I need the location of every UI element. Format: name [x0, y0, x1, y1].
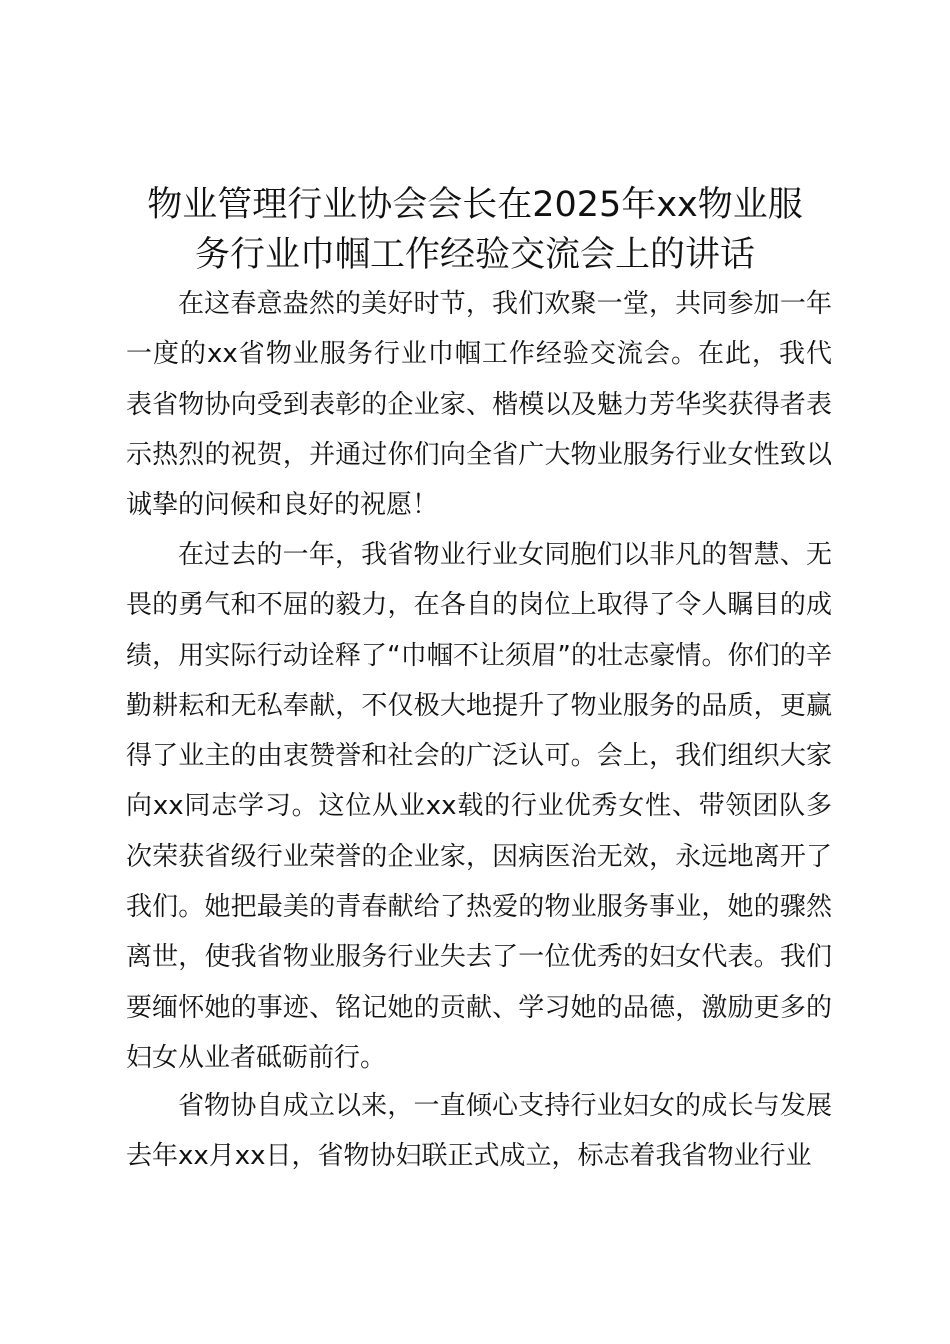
paragraph-review: 在过去的一年，我省物业行业女同胞们以非凡的智慧、无畏的勇气和不屈的毅力，在各自的岗位上取得了令人瞩目的成绩，用实际行动诠释了“巾帼不让须眉”的壮志豪情。你们的辛勤耕耘和无私奉献，不仅极大地提升了物业服务的品质，更赢得了业主的由衷赞誉和社会的广泛认可。会上，我们组织大家向xx同志学习。这位从业xx载的行业优秀女性、带领团队多次荣获省级行业荣誉的企业家，因病医治无效，永远地离开了我们。她把最美的青春献给了热爱的物业服务事业，她的骤然离世，使我省物业服务行业失去了一位优秀的妇女代表。我们要缅怀她的事迹、铭记她的贡献、学习她的品德，激励更多的妇女从业者砥砺前行。	[126, 540, 832, 1073]
paragraph-greeting: 在这春意盎然的美好时节，我们欢聚一堂，共同参加一年一度的xx省物业服务行业巾帼工作经验交流会。在此，我代表省物协向受到表彰的企业家、楷模以及魅力芳华奖获得者表示热烈的祝贺，并通过你们向全省广大物业服务行业女性致以诚挚的问候和良好的祝愿！	[126, 289, 832, 521]
title-line-1: 物业管理行业协会会长在2025年xx物业服	[147, 185, 803, 225]
paragraph-support: 省物协自成立以来，一直倾心支持行业妇女的成长与发展去年xx月xx日，省物协妇联正式成立，标志着我省物业行业	[126, 1091, 832, 1172]
document-title	[118, 180, 832, 280]
title-line-2: 务行业巾帼工作经验交流会上的讲话	[194, 235, 755, 275]
